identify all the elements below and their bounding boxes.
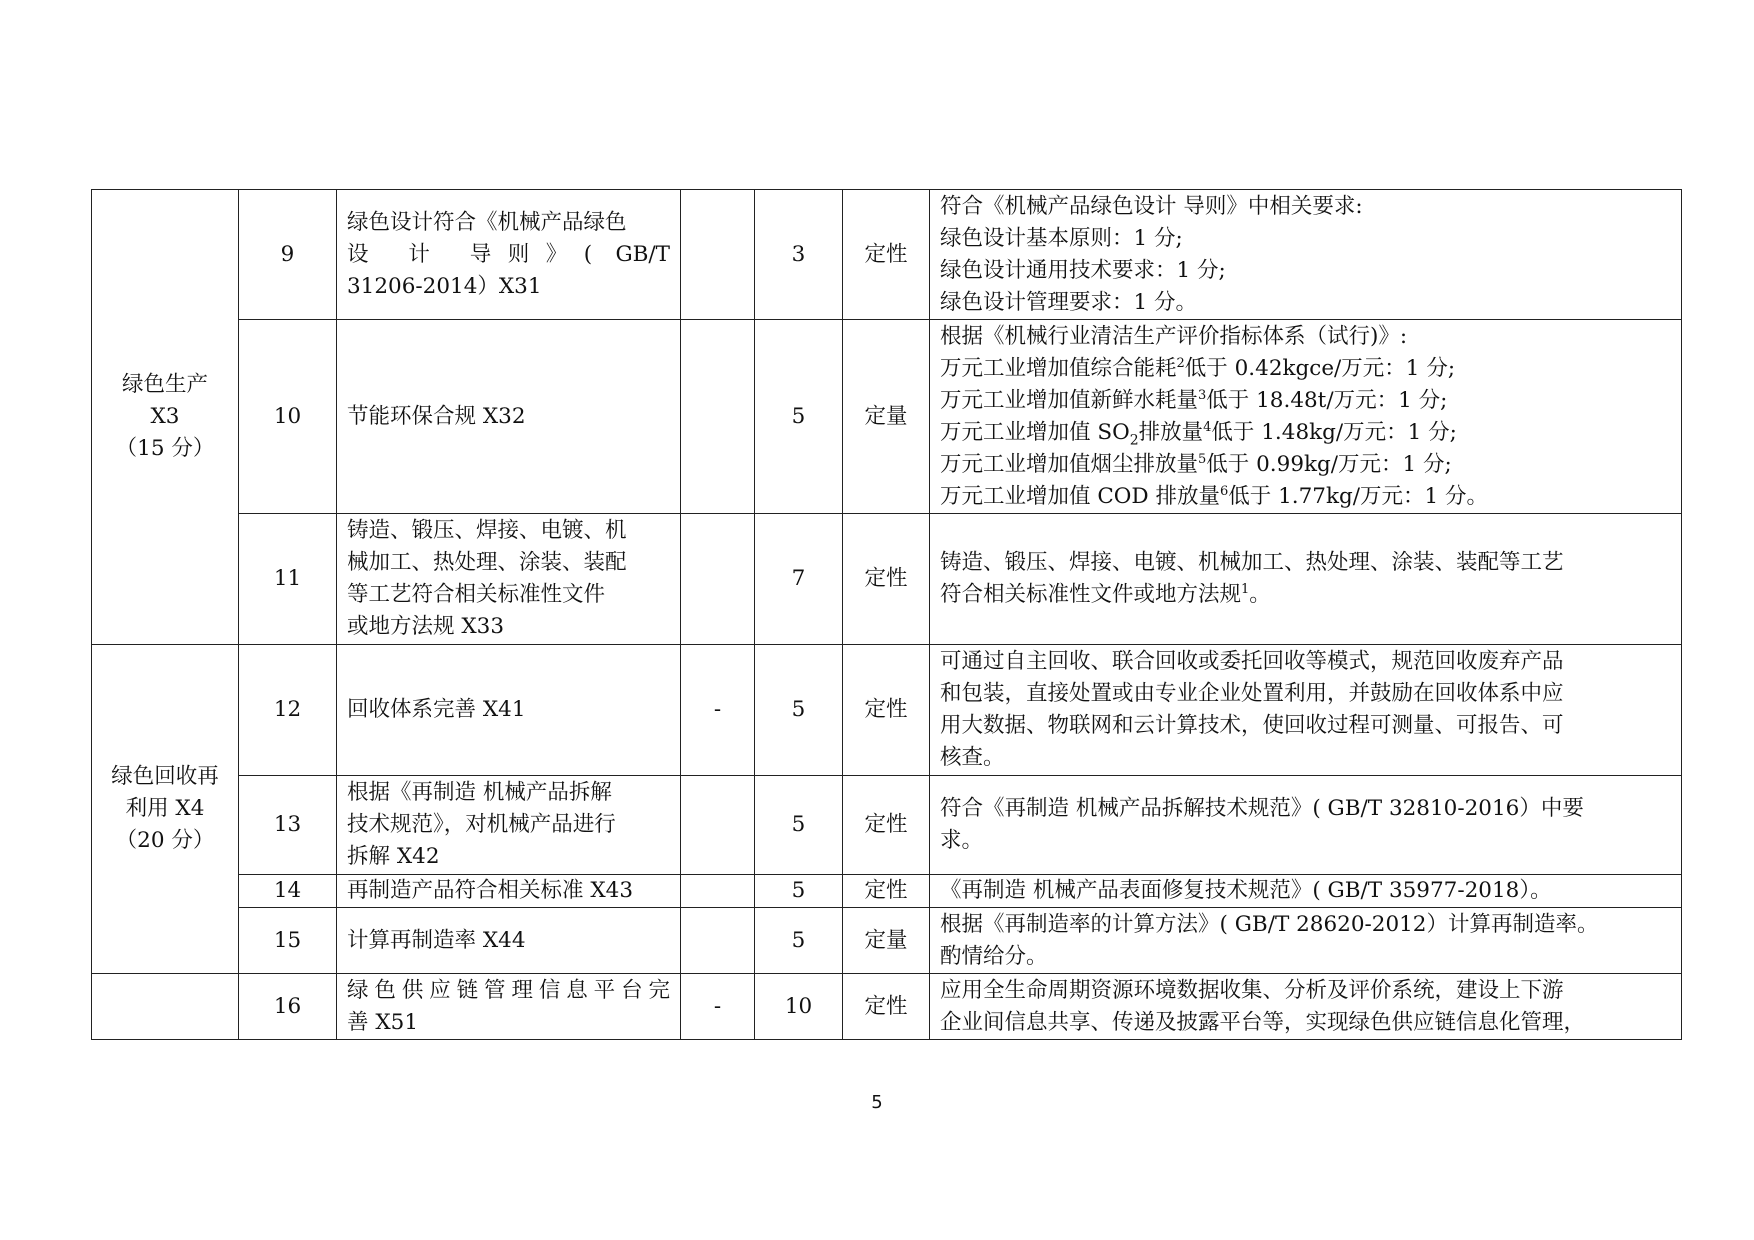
- row-number: 16: [239, 974, 337, 1040]
- table-row: [92, 908, 1682, 974]
- dash-cell: [681, 908, 755, 974]
- type-cell: 定性: [843, 514, 930, 645]
- category-cell-x3: 绿色生产 X3 （15 分）: [92, 190, 239, 645]
- row-number: 13: [239, 776, 337, 875]
- score-cell: 7: [755, 514, 843, 645]
- requirement-cell: 符合《再制造 机械产品拆解技术规范》( GB/T 32810-2016）中要 求。: [930, 776, 1682, 875]
- type-cell: 定性: [843, 974, 930, 1040]
- type-cell: 定性: [843, 875, 930, 908]
- item-cell: 再制造产品符合相关标准 X43: [337, 875, 681, 908]
- item-cell: 节能环保合规 X32: [337, 320, 681, 514]
- evaluation-table: [91, 189, 1682, 1040]
- type-cell: 定性: [843, 776, 930, 875]
- requirement-cell: 铸造、锻压、焊接、电镀、机械加工、热处理、涂装、装配等工艺 符合相关标准性文件或地方法规$^1$。: [930, 514, 1682, 645]
- type-cell: 定量: [843, 320, 930, 514]
- dash-cell: [681, 190, 755, 320]
- row-number: 10: [239, 320, 337, 514]
- item-cell: 根据《再制造 机械产品拆解 技术规范》，对机械产品进行 拆解 X42: [337, 776, 681, 875]
- table-row: [92, 645, 1682, 776]
- score-cell: 5: [755, 908, 843, 974]
- row-number: 11: [239, 514, 337, 645]
- score-cell: 3: [755, 190, 843, 320]
- req-line: 万元工业增加值 $SO_2$排放量$^4$低于 1.48kg/万元：1 分;: [940, 419, 1457, 448]
- requirement-cell: 《再制造 机械产品表面修复技术规范》( GB/T 35977-2018）。: [930, 875, 1682, 908]
- dash-cell: [681, 875, 755, 908]
- table-row: [92, 190, 1682, 320]
- req-line: 万元工业增加值新鲜水耗量$^3$低于 18.48t/万元：1 分;: [940, 387, 1448, 413]
- row-number: 14: [239, 875, 337, 908]
- row-number: 15: [239, 908, 337, 974]
- score-cell: 5: [755, 776, 843, 875]
- dash-cell: [681, 776, 755, 875]
- item-cell: 绿色设计符合《机械产品绿色 设 计 导则》( GB/T 31206-2014）X31: [337, 190, 681, 320]
- table-row: [92, 320, 1682, 514]
- type-cell: 定性: [843, 190, 930, 320]
- req-line: 万元工业增加值 COD 排放量$^6$低于 1.77kg/万元：1 分。: [940, 483, 1489, 509]
- requirement-cell: 根据《机械行业清洁生产评价指标体系（试行)》: 万元工业增加值综合能耗$^2$低于 0.42kgce/万元：1 分; 万元工业增加值新鲜水耗量$^3$低于 18.48t/万元：1 分; 万元工业增加值 $SO_2$排放量$^4$低于 1.48kg/万元：1 分; 万元工业增加值烟尘排放量$^5$低于 0.99kg/万元：1 分; 万元工业增加值 COD 排放量$^6$低于 1.77kg/万元：1 分。: [930, 320, 1682, 514]
- table-row: [92, 514, 1682, 645]
- dash-cell: [681, 514, 755, 645]
- requirement-cell: 可通过自主回收、联合回收或委托回收等模式，规范回收废弃产品 和包装，直接处置或由专业企业处置利用，并鼓励在回收体系中应 用大数据、物联网和云计算技术，使回收过程可测量、可报告、可 核查。: [930, 645, 1682, 776]
- type-cell: 定性: [843, 645, 930, 776]
- page-number: 5: [871, 1092, 883, 1113]
- row-number: 12: [239, 645, 337, 776]
- dash-cell: -: [681, 974, 755, 1040]
- requirement-cell: 根据《再制造率的计算方法》( GB/T 28620-2012）计算再制造率。 酌情给分。: [930, 908, 1682, 974]
- score-cell: 5: [755, 875, 843, 908]
- item-cell: 回收体系完善 X41: [337, 645, 681, 776]
- req-line: 万元工业增加值综合能耗$^2$低于 0.42kgce/万元：1 分;: [940, 355, 1456, 381]
- score-cell: 5: [755, 320, 843, 514]
- score-cell: 10: [755, 974, 843, 1040]
- score-cell: 5: [755, 645, 843, 776]
- row-number: 9: [239, 190, 337, 320]
- dash-cell: [681, 320, 755, 514]
- table-row: [92, 776, 1682, 875]
- item-cell: 铸造、锻压、焊接、电镀、机 械加工、热处理、涂装、装配 等工艺符合相关标准性文件 或地方法规 X33: [337, 514, 681, 645]
- category-cell-x4: 绿色回收再 利用 X4 （20 分）: [92, 645, 239, 974]
- table-row: [92, 875, 1682, 908]
- req-line: 万元工业增加值烟尘排放量$^5$低于 0.99kg/万元：1 分;: [940, 451, 1452, 477]
- type-cell: 定量: [843, 908, 930, 974]
- dash-cell: -: [681, 645, 755, 776]
- table-row: [92, 974, 1682, 1040]
- requirement-cell: 应用全生命周期资源环境数据收集、分析及评价系统，建设上下游 企业间信息共享、传递及披露平台等，实现绿色供应链信息化管理，: [930, 974, 1682, 1040]
- requirement-cell: 符合《机械产品绿色设计 导则》中相关要求: 绿色设计基本原则：1 分; 绿色设计通用技术要求：1 分; 绿色设计管理要求：1 分。: [930, 190, 1682, 320]
- category-cell-x5: [92, 974, 239, 1040]
- item-cell: 计算再制造率 X44: [337, 908, 681, 974]
- item-cell: 绿色供应链管理信息平台完 善 X51: [337, 974, 681, 1040]
